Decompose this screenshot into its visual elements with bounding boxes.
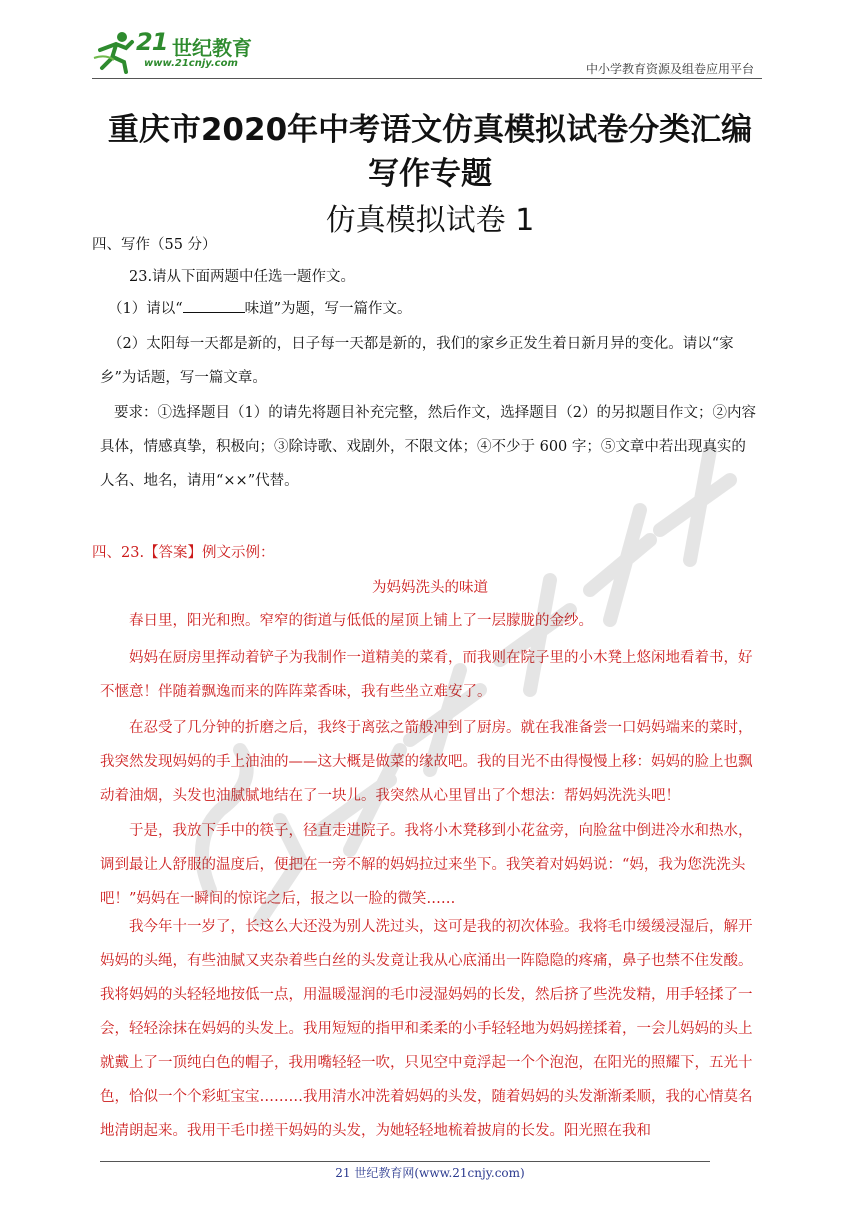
- answer-label: 四、23.【答案】例文示例：: [92, 545, 275, 561]
- platform-tagline: 中小学教育资源及组卷应用平台: [585, 62, 754, 76]
- logo-number: 21: [136, 28, 168, 56]
- logo-text: 世纪教育: [172, 36, 252, 60]
- page-header: [92, 22, 762, 79]
- site-logo[interactable]: [92, 28, 262, 74]
- footer-text[interactable]: 21 世纪教育网(www.21cnjy.com): [335, 1166, 525, 1180]
- essay-title: 为妈妈洗头的味道: [372, 580, 488, 596]
- logo-url: www.21cnjy.com: [144, 58, 238, 69]
- essay-paragraph: 于是，我放下手中的筷子，径直走进院子。我将小木凳移到小花盆旁，向脸盆中倒进冷水和热水，调到最让人舒服的温度后，便把在一旁不解的妈妈拉过来坐下。我笑着对妈妈说：“妈，我为您洗洗头吧！”妈妈在一瞬间的惊诧之后，报之以一脸的微笑……: [100, 823, 753, 907]
- option-1-prefix: （1）请以“: [108, 301, 183, 317]
- question-option-1: [108, 292, 768, 326]
- section-heading: 四、写作（55 分）: [92, 237, 217, 253]
- page-title: 重庆市2020年中考语文仿真模拟试卷分类汇编: [107, 112, 753, 148]
- question-stem: 23.请从下面两题中任选一题作文。: [129, 269, 356, 285]
- footer-divider: [100, 1161, 710, 1162]
- essay-paragraph: 在忍受了几分钟的折磨之后，我终于离弦之箭般冲到了厨房。就在我准备尝一口妈妈端来的菜时，我突然发现妈妈的手上油油的——这大概是做菜的缘故吧。我的目光不由得慢慢上移：妈妈的脸上也飘动着油烟，头发也油腻腻地结在了一块儿。我突然从心里冒出了个想法：帮妈妈洗洗头吧！: [100, 720, 753, 804]
- question-option-2: （2）太阳每一天都是新的，日子每一天都是新的，我们的家乡正发生着日新月异的变化。请以“家乡”为话题，写一篇文章。: [100, 336, 734, 386]
- paper-title: 仿真模拟试卷 1: [325, 203, 535, 238]
- option-1-suffix: 味道”为题，写一篇作文。: [244, 301, 412, 317]
- essay-paragraph: 我今年十一岁了，长这么大还没为别人洗过头，这可是我的初次体验。我将毛巾缓缓浸湿后，解开妈妈的头绳，有些油腻又夹杂着些白丝的头发竟让我从心底涌出一阵隐隐的疼痛，鼻子也禁不住发酸。我将妈妈的头轻轻地按低一点，用温暖湿润的毛巾浸湿妈妈的长发，然后挤了些洗发精，用手轻揉了一会，轻轻涂抹在妈妈的头发上。我用短短的指甲和柔柔的小手轻轻地为妈妈搓揉着，一会儿妈妈的头上就戴上了一顶纯白色的帽子，我用嘴轻轻一吹，只见空中竟浮起一个个泡泡，在阳光的照耀下，五光十色，恰似一个个彩虹宝宝………我用清水冲洗着妈妈的头发，随着妈妈的头发渐渐柔顺，我的心情莫名地清朗起来。我用干毛巾搓干妈妈的头发，为她轻轻地梳着披肩的长发。阳光照在我和: [100, 919, 753, 1139]
- essay-paragraph: 妈妈在厨房里挥动着铲子为我制作一道精美的菜肴，而我则在院子里的小木凳上悠闲地看着书，好不惬意！伴随着飘逸而来的阵阵菜香味，我有些坐立难安了。: [100, 650, 753, 700]
- question-requirements: 要求：①选择题目（1）的请先将题目补充完整，然后作文，选择题目（2）的另拟题目作文；②内容具体，情感真挚，积极向；③除诗歌、戏剧外，不限文体；④不少于 600 字；⑤文章中若出现真实的人名、地名，请用“××”代替。: [100, 405, 756, 489]
- page-subtitle: 写作专题: [368, 156, 492, 192]
- essay-paragraph: 春日里，阳光和煦。窄窄的街道与低低的屋顶上铺上了一层朦胧的金纱。: [129, 613, 593, 629]
- running-figure-icon: [92, 28, 138, 74]
- fill-blank: [183, 298, 245, 313]
